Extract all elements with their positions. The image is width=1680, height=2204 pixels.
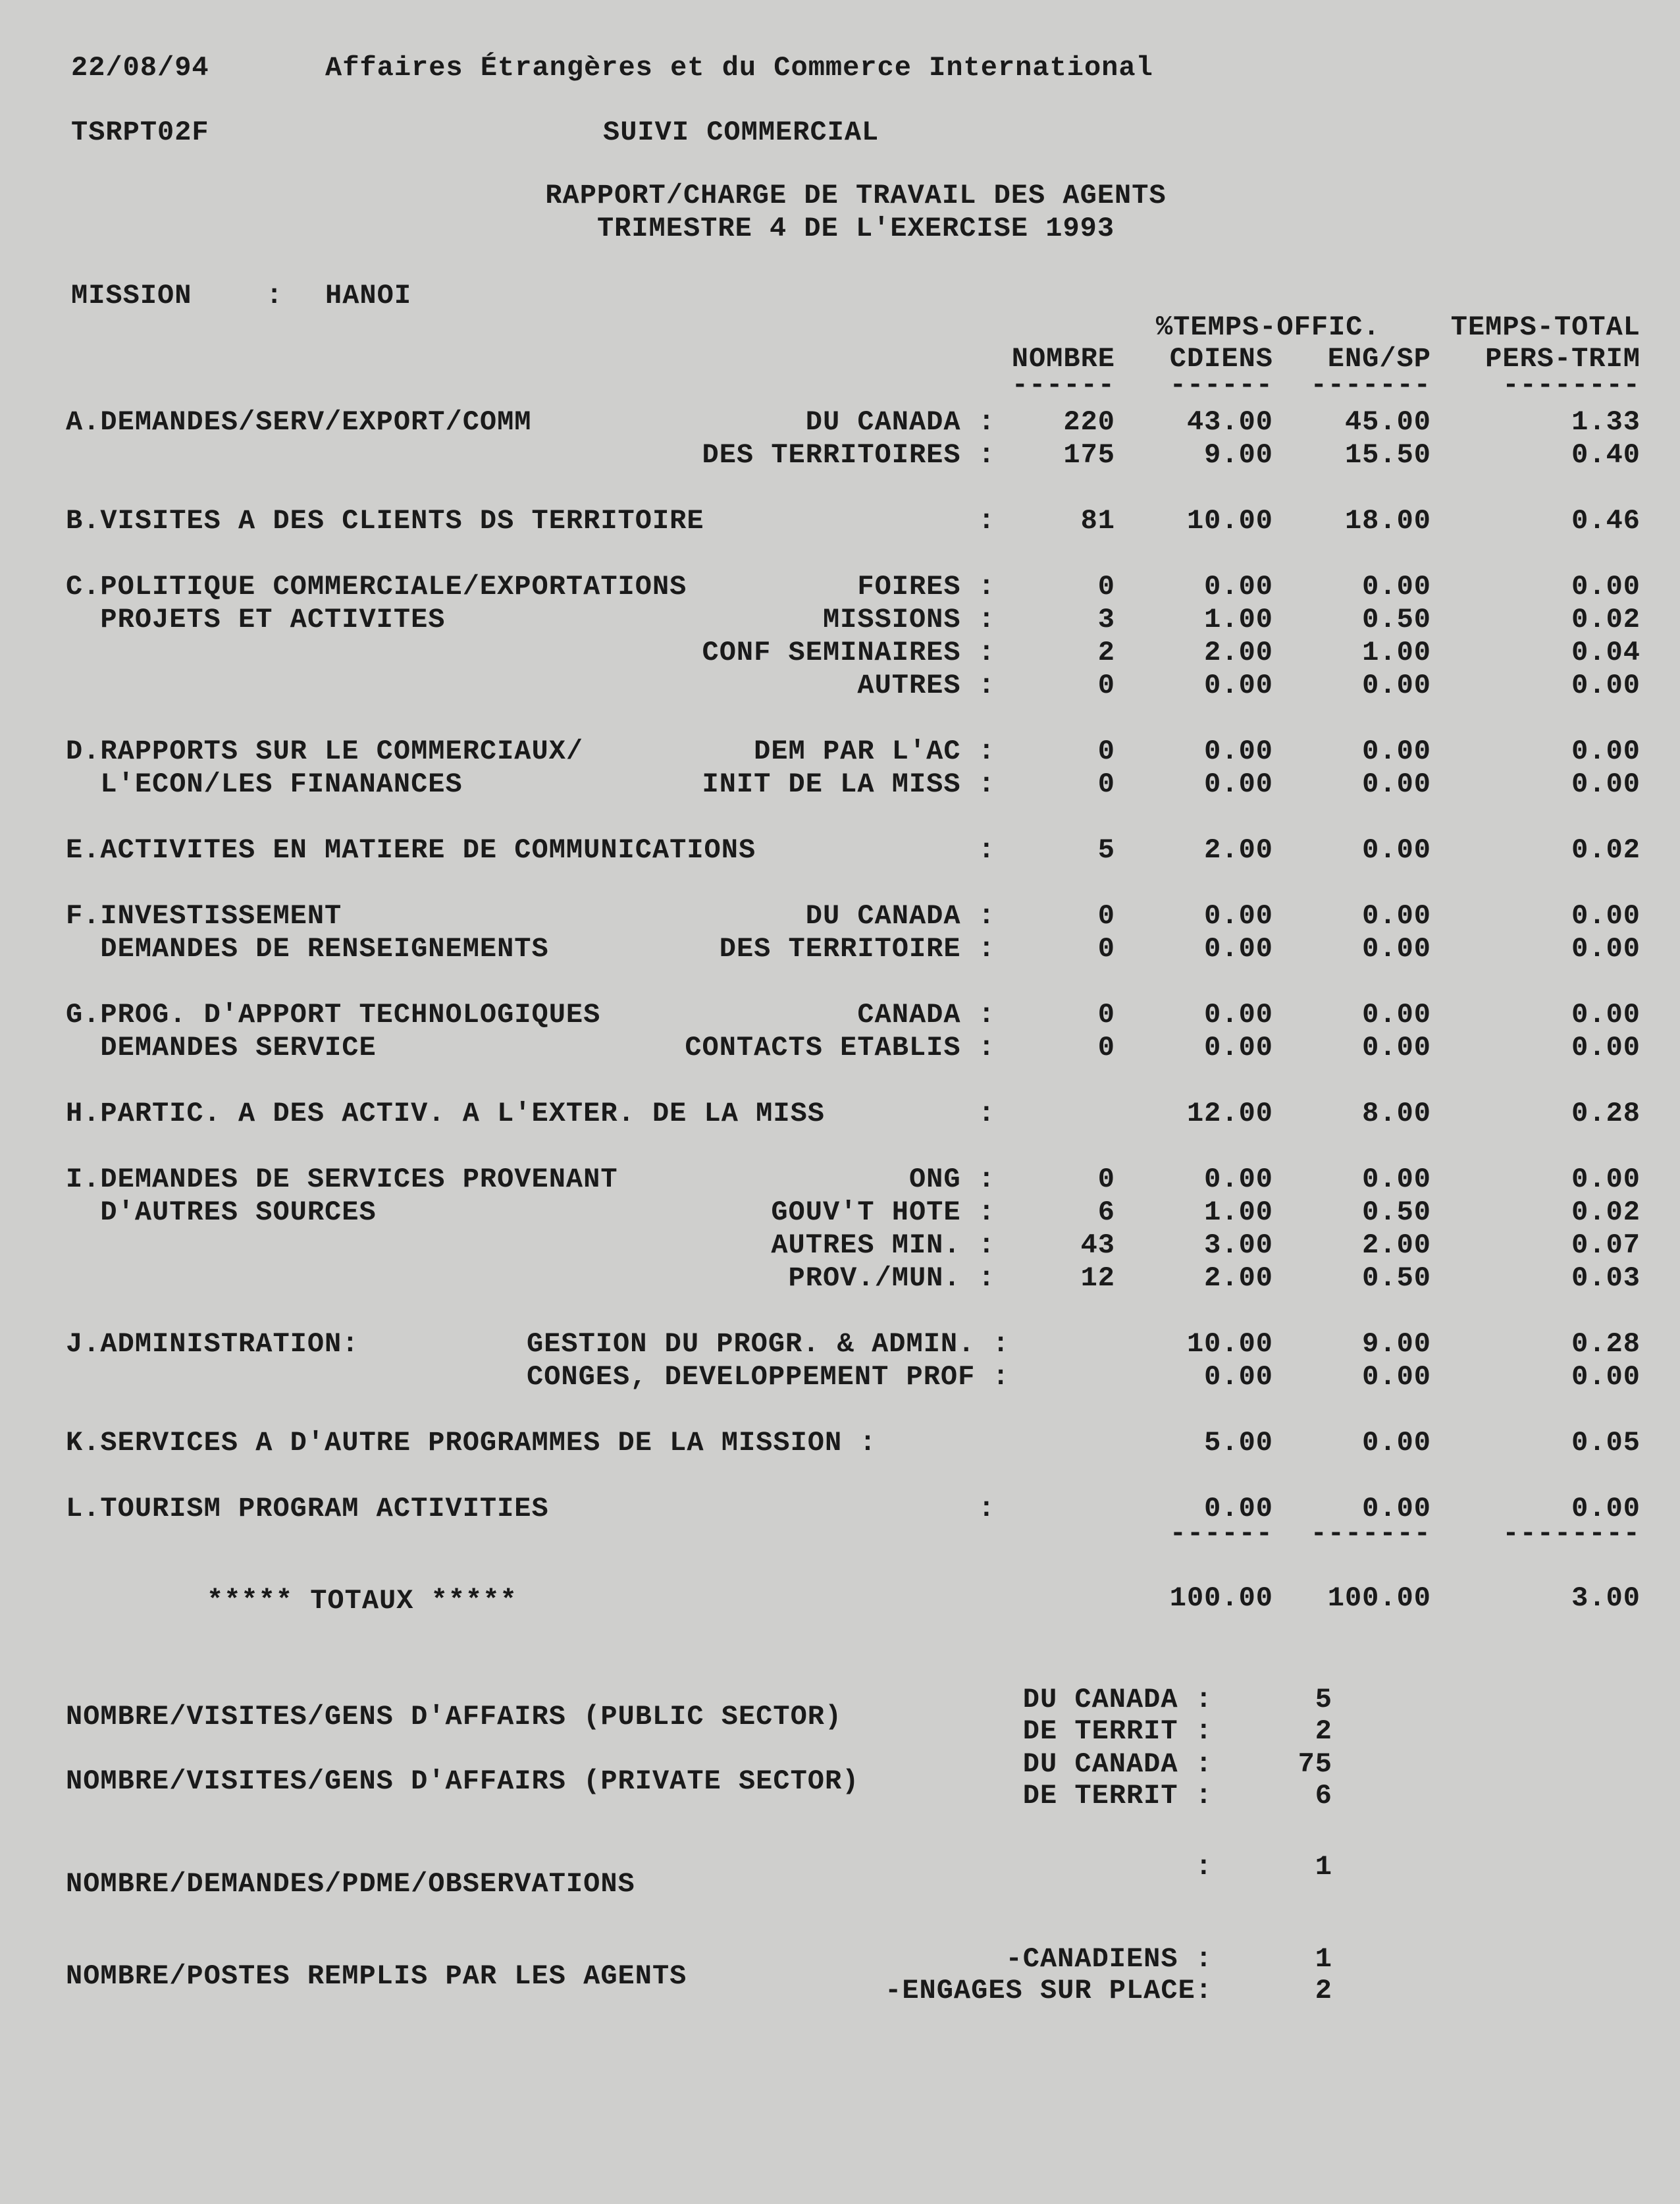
col-header-temps-offic: %TEMPS-OFFIC. xyxy=(1156,311,1380,343)
row-sublabel: PROV./MUN. : xyxy=(788,1262,995,1294)
cell-pers-trim: 0.00 xyxy=(1571,736,1641,767)
cell-engsp: 0.00 xyxy=(1362,736,1431,767)
cell-pers-trim: 0.40 xyxy=(1571,439,1641,471)
col-header-cdiens: CDIENS xyxy=(1169,343,1273,375)
row-sublabel: : xyxy=(978,505,995,537)
row-sublabel: : xyxy=(978,834,995,866)
cell-engsp: 0.00 xyxy=(1362,999,1431,1031)
cell-pers-trim: 0.00 xyxy=(1571,900,1641,932)
row-label: DEMANDES SERVICE xyxy=(66,1032,377,1063)
footer-value: 5 xyxy=(1315,1684,1332,1715)
cell-cdiens: 0.00 xyxy=(1204,736,1273,767)
totals-engsp: 100.00 xyxy=(1327,1582,1431,1614)
row-label: H.PARTIC. A DES ACTIV. A L'EXTER. DE LA MISS xyxy=(66,1098,825,1129)
cell-cdiens: 0.00 xyxy=(1204,768,1273,800)
cell-cdiens: 0.00 xyxy=(1204,1493,1273,1524)
row-sublabel: : xyxy=(978,1098,995,1129)
cell-nombre: 175 xyxy=(1063,439,1115,471)
department-name: Affaires Étrangères et du Commerce International xyxy=(325,52,1153,84)
row-sublabel: DU CANADA : xyxy=(805,406,995,438)
cell-pers-trim: 0.02 xyxy=(1571,834,1641,866)
footer-sublabel: DU CANADA : xyxy=(1022,1684,1213,1715)
row-label: E.ACTIVITES EN MATIERE DE COMMUNICATIONS xyxy=(66,834,756,866)
col-header-temps-total: TEMPS-TOTAL xyxy=(1450,311,1641,343)
footer-sublabel: DE TERRIT : xyxy=(1022,1715,1213,1747)
cell-cdiens: 9.00 xyxy=(1204,439,1273,471)
mission-separator: : xyxy=(266,280,284,311)
cell-cdiens: 0.00 xyxy=(1204,900,1273,932)
footer-label: NOMBRE/POSTES REMPLIS PAR LES AGENTS xyxy=(66,1960,687,1992)
row-label: B.VISITES A DES CLIENTS DS TERRITOIRE xyxy=(66,505,704,537)
cell-engsp: 0.00 xyxy=(1362,571,1431,603)
cell-cdiens: 12.00 xyxy=(1186,1098,1273,1129)
col-rule-cdiens: ------ xyxy=(1169,369,1273,401)
cell-nombre: 2 xyxy=(1097,637,1115,668)
row-sublabel: ONG : xyxy=(908,1164,995,1195)
cell-engsp: 0.00 xyxy=(1362,1427,1431,1459)
row-sublabel: DEM PAR L'AC : xyxy=(754,736,995,767)
cell-engsp: 0.00 xyxy=(1362,768,1431,800)
cell-cdiens: 0.00 xyxy=(1204,670,1273,701)
row-label: C.POLITIQUE COMMERCIALE/EXPORTATIONS xyxy=(66,571,687,603)
totals-label: ***** TOTAUX ***** xyxy=(207,1585,517,1617)
totals-cdiens: 100.00 xyxy=(1169,1582,1273,1614)
cell-nombre: 220 xyxy=(1063,406,1115,438)
totals-rule-engsp: ------- xyxy=(1310,1518,1431,1549)
footer-sublabel: : xyxy=(1195,1851,1213,1883)
footer-sublabel: -CANADIENS : xyxy=(1005,1943,1213,1975)
row-sublabel: CONTACTS ETABLIS : xyxy=(685,1032,995,1063)
cell-nombre: 0 xyxy=(1097,1032,1115,1063)
cell-cdiens: 2.00 xyxy=(1204,1262,1273,1294)
cell-engsp: 0.00 xyxy=(1362,834,1431,866)
cell-engsp: 45.00 xyxy=(1344,406,1431,438)
cell-engsp: 0.50 xyxy=(1362,1196,1431,1228)
cell-cdiens: 43.00 xyxy=(1186,406,1273,438)
cell-pers-trim: 0.46 xyxy=(1571,505,1641,537)
cell-nombre: 43 xyxy=(1080,1229,1115,1261)
cell-nombre: 3 xyxy=(1097,604,1115,635)
footer-value: 75 xyxy=(1298,1748,1332,1780)
cell-pers-trim: 0.07 xyxy=(1571,1229,1641,1261)
cell-pers-trim: 0.00 xyxy=(1571,571,1641,603)
totals-rule-pers-trim: -------- xyxy=(1502,1518,1641,1549)
cell-cdiens: 10.00 xyxy=(1186,1328,1273,1360)
cell-engsp: 15.50 xyxy=(1344,439,1431,471)
row-label: J.ADMINISTRATION: xyxy=(66,1328,359,1360)
cell-nombre: 0 xyxy=(1097,999,1115,1031)
cell-pers-trim: 0.00 xyxy=(1571,999,1641,1031)
footer-label: NOMBRE/DEMANDES/PDME/OBSERVATIONS xyxy=(66,1868,635,1900)
cell-pers-trim: 0.05 xyxy=(1571,1427,1641,1459)
footer-value: 6 xyxy=(1315,1780,1332,1812)
row-sublabel: GOUV'T HOTE : xyxy=(771,1196,995,1228)
cell-engsp: 8.00 xyxy=(1362,1098,1431,1129)
row-sublabel: FOIRES : xyxy=(857,571,995,603)
mission-label: MISSION xyxy=(71,280,192,311)
cell-cdiens: 1.00 xyxy=(1204,604,1273,635)
cell-pers-trim: 0.02 xyxy=(1571,604,1641,635)
row-label: PROJETS ET ACTIVITES xyxy=(66,604,446,635)
footer-label: NOMBRE/VISITES/GENS D'AFFAIRS (PRIVATE SECTOR) xyxy=(66,1765,860,1797)
row-label: A.DEMANDES/SERV/EXPORT/COMM xyxy=(66,406,532,438)
report-code: TSRPT02F xyxy=(71,117,209,148)
cell-cdiens: 0.00 xyxy=(1204,933,1273,965)
cell-engsp: 0.00 xyxy=(1362,900,1431,932)
cell-cdiens: 10.00 xyxy=(1186,505,1273,537)
cell-nombre: 0 xyxy=(1097,900,1115,932)
cell-engsp: 0.00 xyxy=(1362,933,1431,965)
row-sublabel: CONGES, DEVELOPPEMENT PROF : xyxy=(527,1361,1010,1393)
report-date: 22/08/94 xyxy=(71,52,209,84)
cell-pers-trim: 0.28 xyxy=(1571,1098,1641,1129)
cell-pers-trim: 1.33 xyxy=(1571,406,1641,438)
row-sublabel: DES TERRITOIRE : xyxy=(719,933,995,965)
footer-value: 1 xyxy=(1315,1943,1332,1975)
report-subtitle: TRIMESTRE 4 DE L'EXERCISE 1993 xyxy=(596,213,1115,244)
row-sublabel: AUTRES : xyxy=(857,670,995,701)
row-sublabel: DU CANADA : xyxy=(805,900,995,932)
cell-pers-trim: 0.00 xyxy=(1571,933,1641,965)
row-label: D.RAPPORTS SUR LE COMMERCIAUX/ xyxy=(66,736,584,767)
col-rule-nombre: ------ xyxy=(1011,369,1115,401)
cell-cdiens: 5.00 xyxy=(1204,1427,1273,1459)
col-header-pers-trim: PERS-TRIM xyxy=(1485,343,1641,375)
col-rule-pers-trim: -------- xyxy=(1502,369,1641,401)
totals-pers-trim: 3.00 xyxy=(1571,1582,1641,1614)
cell-engsp: 0.50 xyxy=(1362,1262,1431,1294)
row-sublabel: GESTION DU PROGR. & ADMIN. : xyxy=(527,1328,1010,1360)
col-header-engsp: ENG/SP xyxy=(1327,343,1431,375)
cell-cdiens: 2.00 xyxy=(1204,834,1273,866)
col-rule-engsp: ------- xyxy=(1310,369,1431,401)
cell-nombre: 0 xyxy=(1097,736,1115,767)
cell-nombre: 5 xyxy=(1097,834,1115,866)
row-sublabel: : xyxy=(978,1493,995,1524)
cell-cdiens: 0.00 xyxy=(1204,1032,1273,1063)
cell-cdiens: 0.00 xyxy=(1204,1361,1273,1393)
cell-engsp: 0.00 xyxy=(1362,670,1431,701)
cell-pers-trim: 0.00 xyxy=(1571,1493,1641,1524)
cell-pers-trim: 0.02 xyxy=(1571,1196,1641,1228)
cell-engsp: 0.50 xyxy=(1362,604,1431,635)
cell-cdiens: 0.00 xyxy=(1204,999,1273,1031)
cell-nombre: 0 xyxy=(1097,670,1115,701)
cell-pers-trim: 0.28 xyxy=(1571,1328,1641,1360)
cell-nombre: 0 xyxy=(1097,1164,1115,1195)
cell-pers-trim: 0.00 xyxy=(1571,1361,1641,1393)
footer-sublabel: DE TERRIT : xyxy=(1022,1780,1213,1812)
row-sublabel: AUTRES MIN. : xyxy=(771,1229,995,1261)
cell-pers-trim: 0.04 xyxy=(1571,637,1641,668)
row-sublabel: DES TERRITOIRES : xyxy=(702,439,995,471)
cell-pers-trim: 0.00 xyxy=(1571,1164,1641,1195)
row-sublabel: CANADA : xyxy=(857,999,995,1031)
cell-nombre: 12 xyxy=(1080,1262,1115,1294)
cell-nombre: 0 xyxy=(1097,768,1115,800)
cell-engsp: 1.00 xyxy=(1362,637,1431,668)
footer-value: 2 xyxy=(1315,1975,1332,2006)
cell-engsp: 0.00 xyxy=(1362,1032,1431,1063)
cell-pers-trim: 0.00 xyxy=(1571,1032,1641,1063)
cell-cdiens: 3.00 xyxy=(1204,1229,1273,1261)
cell-nombre: 0 xyxy=(1097,933,1115,965)
cell-engsp: 0.00 xyxy=(1362,1361,1431,1393)
row-label: D'AUTRES SOURCES xyxy=(66,1196,377,1228)
row-label: L.TOURISM PROGRAM ACTIVITIES xyxy=(66,1493,549,1524)
cell-cdiens: 0.00 xyxy=(1204,571,1273,603)
report-title: RAPPORT/CHARGE DE TRAVAIL DES AGENTS xyxy=(545,180,1167,211)
row-label: F.INVESTISSEMENT xyxy=(66,900,342,932)
system-name: SUIVI COMMERCIAL xyxy=(603,117,879,148)
row-label: I.DEMANDES DE SERVICES PROVENANT xyxy=(66,1164,618,1195)
cell-engsp: 18.00 xyxy=(1344,505,1431,537)
row-sublabel: INIT DE LA MISS : xyxy=(702,768,995,800)
cell-cdiens: 0.00 xyxy=(1204,1164,1273,1195)
cell-nombre: 81 xyxy=(1080,505,1115,537)
cell-engsp: 9.00 xyxy=(1362,1328,1431,1360)
cell-engsp: 0.00 xyxy=(1362,1164,1431,1195)
row-sublabel: MISSIONS : xyxy=(822,604,995,635)
footer-label: NOMBRE/VISITES/GENS D'AFFAIRS (PUBLIC SECTOR) xyxy=(66,1701,843,1733)
row-label: L'ECON/LES FINANANCES xyxy=(66,768,463,800)
footer-sublabel: DU CANADA : xyxy=(1022,1748,1213,1780)
cell-engsp: 0.00 xyxy=(1362,1493,1431,1524)
footer-value: 1 xyxy=(1315,1851,1332,1883)
cell-pers-trim: 0.03 xyxy=(1571,1262,1641,1294)
footer-sublabel: -ENGAGES SUR PLACE: xyxy=(885,1975,1213,2006)
totals-rule-cdiens: ------ xyxy=(1169,1518,1273,1549)
row-label: DEMANDES DE RENSEIGNEMENTS xyxy=(66,933,549,965)
cell-nombre: 6 xyxy=(1097,1196,1115,1228)
row-sublabel: CONF SEMINAIRES : xyxy=(702,637,995,668)
col-header-nombre: NOMBRE xyxy=(1011,343,1115,375)
row-label: K.SERVICES A D'AUTRE PROGRAMMES DE LA MISSION : xyxy=(66,1427,877,1459)
footer-value: 2 xyxy=(1315,1715,1332,1747)
cell-cdiens: 1.00 xyxy=(1204,1196,1273,1228)
cell-cdiens: 2.00 xyxy=(1204,637,1273,668)
row-label: G.PROG. D'APPORT TECHNOLOGIQUES xyxy=(66,999,601,1031)
cell-engsp: 2.00 xyxy=(1362,1229,1431,1261)
cell-pers-trim: 0.00 xyxy=(1571,670,1641,701)
cell-nombre: 0 xyxy=(1097,571,1115,603)
cell-pers-trim: 0.00 xyxy=(1571,768,1641,800)
mission-value: HANOI xyxy=(325,280,412,311)
